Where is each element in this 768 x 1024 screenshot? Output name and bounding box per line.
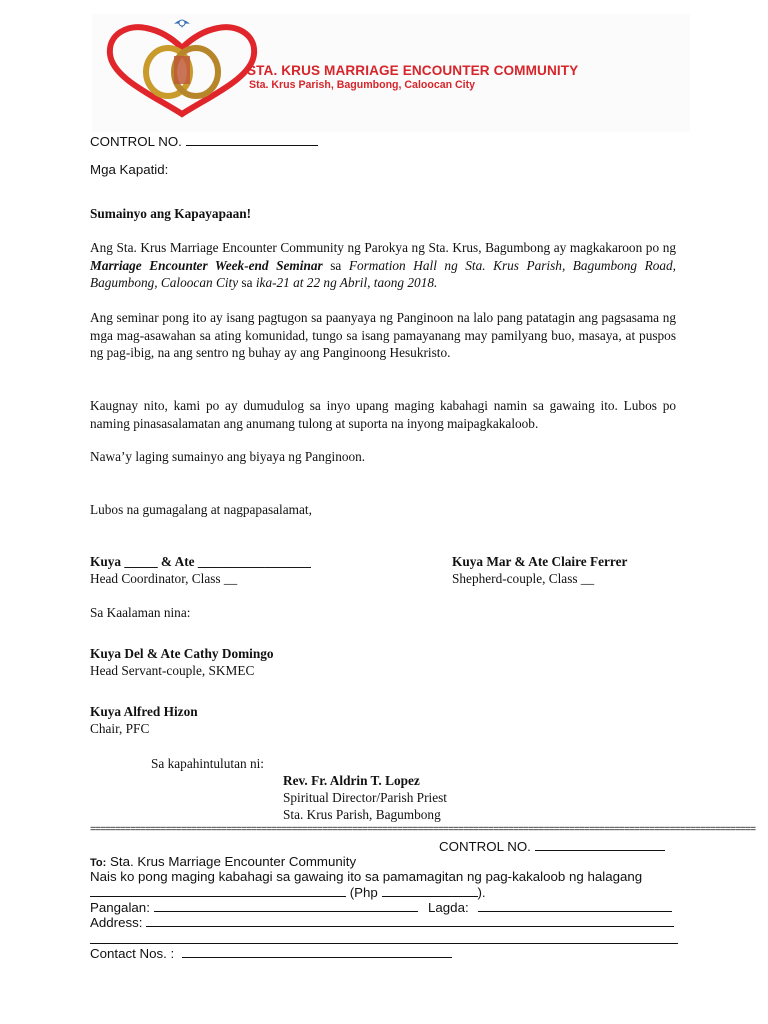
- slip-name-row: [90, 899, 418, 915]
- slip-control-number: [439, 838, 665, 854]
- cut-line-separator: ====================================================================================================================================: [90, 824, 756, 835]
- php-close: ).: [477, 885, 486, 900]
- slip-control-blank[interactable]: [535, 838, 665, 851]
- p1-text-a: Ang Sta. Krus Marriage Encounter Community ng Parokya ng Sta. Krus, Bagumbong ay magkakaroon po ng: [90, 240, 676, 255]
- approved-label: Sa kapahintulutan ni:: [151, 756, 265, 771]
- signature-label: Lagda:: [428, 900, 469, 915]
- name-label: Pangalan:: [90, 900, 150, 915]
- pfc-chair-title: Chair, PFC: [90, 721, 150, 736]
- signature-blank[interactable]: [478, 899, 672, 912]
- amount-php-blank[interactable]: [382, 884, 478, 897]
- p1-text-b: sa: [322, 257, 349, 273]
- shepherd-title: Shepherd-couple, Class __: [452, 571, 595, 586]
- coordinator-name: Kuya _____ & Ate _________________: [90, 554, 311, 569]
- slip-to-label: To:: [90, 857, 107, 869]
- approver-parish: Sta. Krus Parish, Bagumbong: [283, 807, 441, 822]
- slip-pledge-text: Nais ko pong maging kabahagi sa gawaing ito sa pamamagitan ng pag-kakaloob ng halagang: [90, 869, 643, 884]
- greeting: Sumainyo ang Kapayapaan!: [90, 206, 252, 221]
- address-label: Address:: [90, 915, 143, 930]
- name-blank[interactable]: [154, 899, 418, 912]
- address-blank[interactable]: [146, 914, 674, 927]
- pfc-chair-name: Kuya Alfred Hizon: [90, 704, 198, 719]
- slip-to-value: Sta. Krus Marriage Encounter Community: [110, 854, 357, 869]
- shepherd-name: Kuya Mar & Ate Claire Ferrer: [452, 554, 628, 569]
- p1-seminar-name: Marriage Encounter Week-end Seminar: [90, 257, 323, 273]
- closing: Lubos na gumagalang at nagpapasalamat,: [90, 502, 312, 517]
- head-servant-name: Kuya Del & Ate Cathy Domingo: [90, 646, 274, 661]
- org-address: Sta. Krus Parish, Bagumbong, Caloocan City: [249, 79, 476, 91]
- contact-blank[interactable]: [182, 945, 452, 958]
- contact-label: Contact Nos. :: [90, 946, 175, 961]
- p1-text-c: sa: [238, 275, 256, 291]
- heart-rings-logo-icon: [104, 16, 260, 116]
- p1-date: ika-21 at 22 ng Abril, taong 2018.: [255, 275, 438, 291]
- slip-control-label: CONTROL NO.: [439, 839, 531, 854]
- salutation: Mga Kapatid:: [90, 162, 169, 177]
- paragraph-seminar: [90, 239, 676, 292]
- amount-words-blank[interactable]: [90, 884, 346, 897]
- paragraph-request: Kaugnay nito, kami po ay dumudulog sa inyo upang maging kabahagi namin sa gawaing ito. Lubos po naming pinasasalamatan ang anumang tulong at suporta na inyong maipagkakaloob.: [90, 398, 676, 431]
- control-number-label: CONTROL NO.: [90, 134, 182, 149]
- org-name: STA. KRUS MARRIAGE ENCOUNTER COMMUNITY: [247, 63, 579, 78]
- coordinator-title: Head Coordinator, Class __: [90, 571, 238, 586]
- control-number-blank[interactable]: [186, 133, 318, 146]
- address-second-line[interactable]: [90, 943, 678, 944]
- noted-label: Sa Kaalaman nina:: [90, 605, 191, 620]
- paragraph-blessing: Nawa’y laging sumainyo ang biyaya ng Panginoon.: [90, 449, 366, 464]
- slip-to: [90, 854, 356, 869]
- paragraph-purpose: Ang seminar pong ito ay isang pagtugon sa paanyaya ng Panginoon na lalo pang patatagin ang pagsasama ng mga mag-asawahan sa ating komunidad, tungo sa isang pamayanang may pamilyang buo, masaya, at puspos ng pag-ibig, na ang sentro ng buhay ay ang Panginoong Hesukristo.: [90, 310, 676, 361]
- slip-amount-row: [90, 884, 486, 900]
- php-open: (Php: [349, 885, 378, 900]
- slip-contact-row: [90, 945, 452, 961]
- control-number-field: [90, 133, 318, 149]
- approver-name: Rev. Fr. Aldrin T. Lopez: [283, 773, 420, 788]
- slip-signature-row: [428, 899, 672, 915]
- p1-venue: Formation Hall ng Sta. Krus Parish, Bagumbong Road, Bagumbong, Caloocan City: [90, 257, 676, 291]
- slip-address-row: [90, 914, 674, 930]
- approver-title: Spiritual Director/Parish Priest: [283, 790, 447, 805]
- head-servant-title: Head Servant-couple, SKMEC: [90, 663, 255, 678]
